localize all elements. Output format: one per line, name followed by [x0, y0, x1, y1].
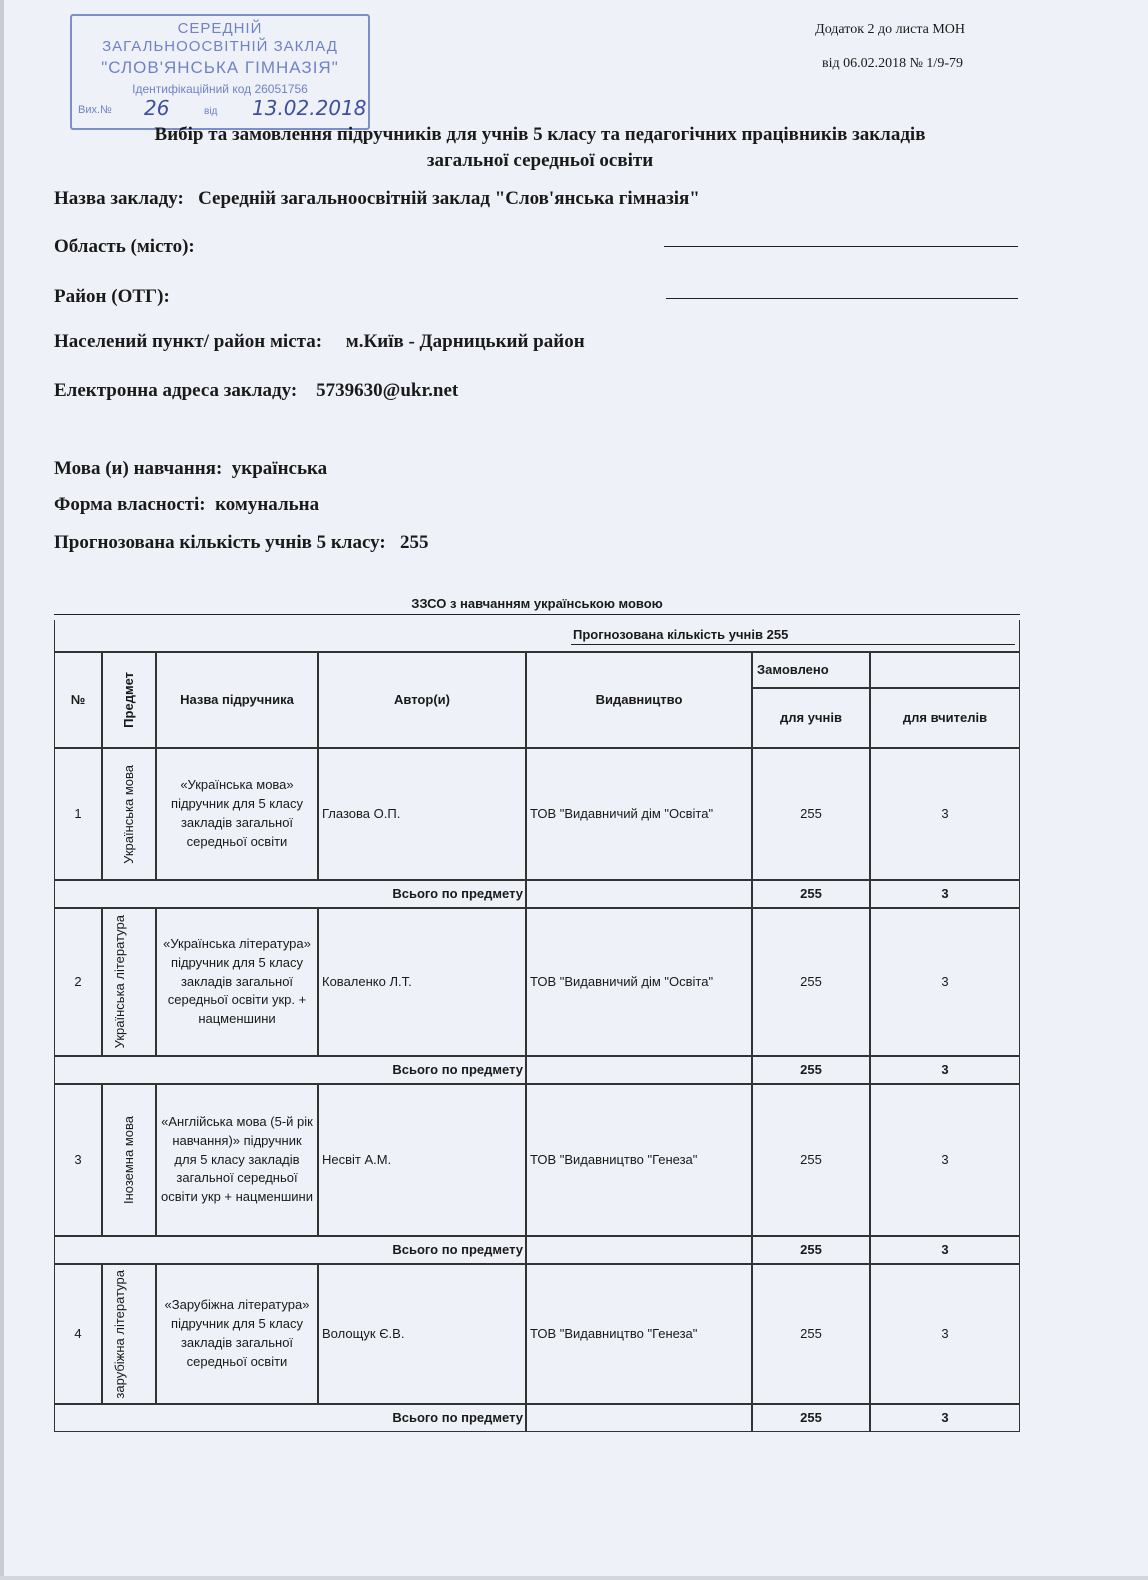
document-title: Вибір та замовлення підручників для учнів 5 класу та педагогічних працівників закладів: [154, 124, 926, 145]
caption-rule: [54, 614, 1020, 615]
stamp-out-label: Вих.№: [78, 104, 112, 116]
row-students: 255: [752, 1264, 870, 1404]
header-ordered: Замовлено: [752, 652, 870, 688]
appendix-label: Додаток 2 до листа МОН: [815, 22, 965, 37]
region-underline: [664, 246, 1018, 247]
row-authors: Глазова О.П.: [318, 748, 526, 880]
forecast-label: Прогнозована кількість учнів 255: [571, 626, 1015, 646]
stamp-line: ЗАГАЛЬНООСВІТНІЙ ЗАКЛАД: [102, 38, 338, 55]
subtotal-label: Всього по предмету: [54, 880, 526, 908]
row-teachers: 3: [870, 1264, 1020, 1404]
scan-edge: [0, 0, 4, 1580]
school-stamp: [70, 14, 370, 130]
locality-field: Населений пункт/ район міста: м.Київ - Дарницький район: [54, 331, 585, 352]
header-subject: [102, 652, 156, 748]
email-field: Електронна адреса закладу: 5739630@ukr.net: [54, 380, 459, 401]
header-authors: Автор(и): [318, 652, 526, 748]
letter-reference: від 06.02.2018 № 1/9-79: [821, 56, 963, 71]
subtotal-teachers: 3: [870, 1236, 1020, 1264]
forecast-row: [54, 620, 1020, 652]
row-teachers: 3: [870, 908, 1020, 1056]
row-students: 255: [752, 748, 870, 880]
subtotal-teachers: 3: [870, 880, 1020, 908]
stamp-out-number: 26: [144, 96, 170, 120]
header-for-teachers: для вчителів: [870, 688, 1020, 748]
row-authors: Коваленко Л.Т.: [318, 908, 526, 1056]
row-title: «Зарубіжна література» підручник для 5 класу закладів загальної середньої освіти: [156, 1264, 318, 1404]
header-blank: [870, 652, 1020, 688]
subtotal-teachers: 3: [870, 1056, 1020, 1084]
row-subject-label: Іноземна мова: [120, 1115, 136, 1205]
row-num: 4: [54, 1264, 102, 1404]
row-teachers: 3: [870, 748, 1020, 880]
header-publisher: Видавництво: [526, 652, 752, 748]
row-students: 255: [752, 1084, 870, 1236]
row-publisher: ТОВ "Видавничий дім "Освіта": [526, 908, 752, 1056]
row-title: «Українська література» підручник для 5 класу закладів загальної середньої освіти укр. + нацменшини: [156, 908, 318, 1056]
subtotal-students: 255: [752, 1056, 870, 1084]
row-subject: [102, 1264, 156, 1404]
school-name-field: Назва закладу: Середній загальноосвітній заклад "Слов'янська гімназія": [54, 188, 700, 209]
row-subject: [102, 1084, 156, 1236]
stamp-date-label: від: [204, 106, 218, 117]
subtotal-blank: [526, 1236, 752, 1264]
row-subject-label: Українська мова: [120, 764, 136, 864]
subtotal-blank: [526, 1056, 752, 1084]
subtotal-students: 255: [752, 1236, 870, 1264]
students-forecast-field: Прогнозована кількість учнів 5 класу: 255: [54, 532, 429, 553]
document-title-line2: загальної середньої освіти: [426, 150, 654, 171]
district-field: Район (ОТГ):: [54, 286, 170, 307]
row-publisher: ТОВ "Видавництво "Генеза": [526, 1264, 752, 1404]
stamp-line: "СЛОВ'ЯНСЬКА ГІМНАЗІЯ": [101, 58, 339, 77]
row-publisher: ТОВ "Видавництво "Генеза": [526, 1084, 752, 1236]
row-subject-label: зарубіжна література: [112, 1269, 127, 1399]
row-title: «Англійська мова (5-й рік навчання)» підручник для 5 класу закладів загальної середньої освіти укр + нацменшини: [156, 1084, 318, 1236]
row-num: 3: [54, 1084, 102, 1236]
row-teachers: 3: [870, 1084, 1020, 1236]
stamp-date: 13.02.2018: [252, 96, 367, 120]
subtotal-blank: [526, 1404, 752, 1432]
stamp-line: СЕРЕДНІЙ: [177, 20, 263, 37]
region-field: Область (місто):: [54, 236, 195, 257]
district-underline: [666, 298, 1018, 299]
header-num: №: [54, 652, 102, 748]
subtotal-label: Всього по предмету: [54, 1236, 526, 1264]
header-title: Назва підручника: [156, 652, 318, 748]
subtotal-blank: [526, 880, 752, 908]
subtotal-label: Всього по предмету: [54, 1056, 526, 1084]
row-subject: [102, 908, 156, 1056]
scan-edge-bottom: [0, 1576, 1148, 1580]
row-students: 255: [752, 908, 870, 1056]
row-publisher: ТОВ "Видавничий дім "Освіта": [526, 748, 752, 880]
row-authors: Несвіт А.М.: [318, 1084, 526, 1236]
subtotal-teachers: 3: [870, 1404, 1020, 1432]
ownership-field: Форма власності: комунальна: [54, 494, 320, 515]
subtotal-students: 255: [752, 1404, 870, 1432]
subtotal-students: 255: [752, 880, 870, 908]
language-field: Мова (и) навчання: українська: [54, 458, 328, 479]
row-authors: Волощук Є.В.: [318, 1264, 526, 1404]
header-subject-label: Предмет: [120, 672, 136, 728]
table-caption: ЗЗСО з навчанням українською мовою: [411, 596, 663, 611]
row-title: «Українська мова» підручник для 5 класу закладів загальної середньої освіти: [156, 748, 318, 880]
header-for-students: для учнів: [752, 688, 870, 748]
row-num: 1: [54, 748, 102, 880]
row-subject-label: Українська література: [112, 915, 127, 1049]
row-subject: [102, 748, 156, 880]
row-num: 2: [54, 908, 102, 1056]
stamp-code: Ідентифікаційний код 26051756: [132, 82, 308, 96]
subtotal-label: Всього по предмету: [54, 1404, 526, 1432]
